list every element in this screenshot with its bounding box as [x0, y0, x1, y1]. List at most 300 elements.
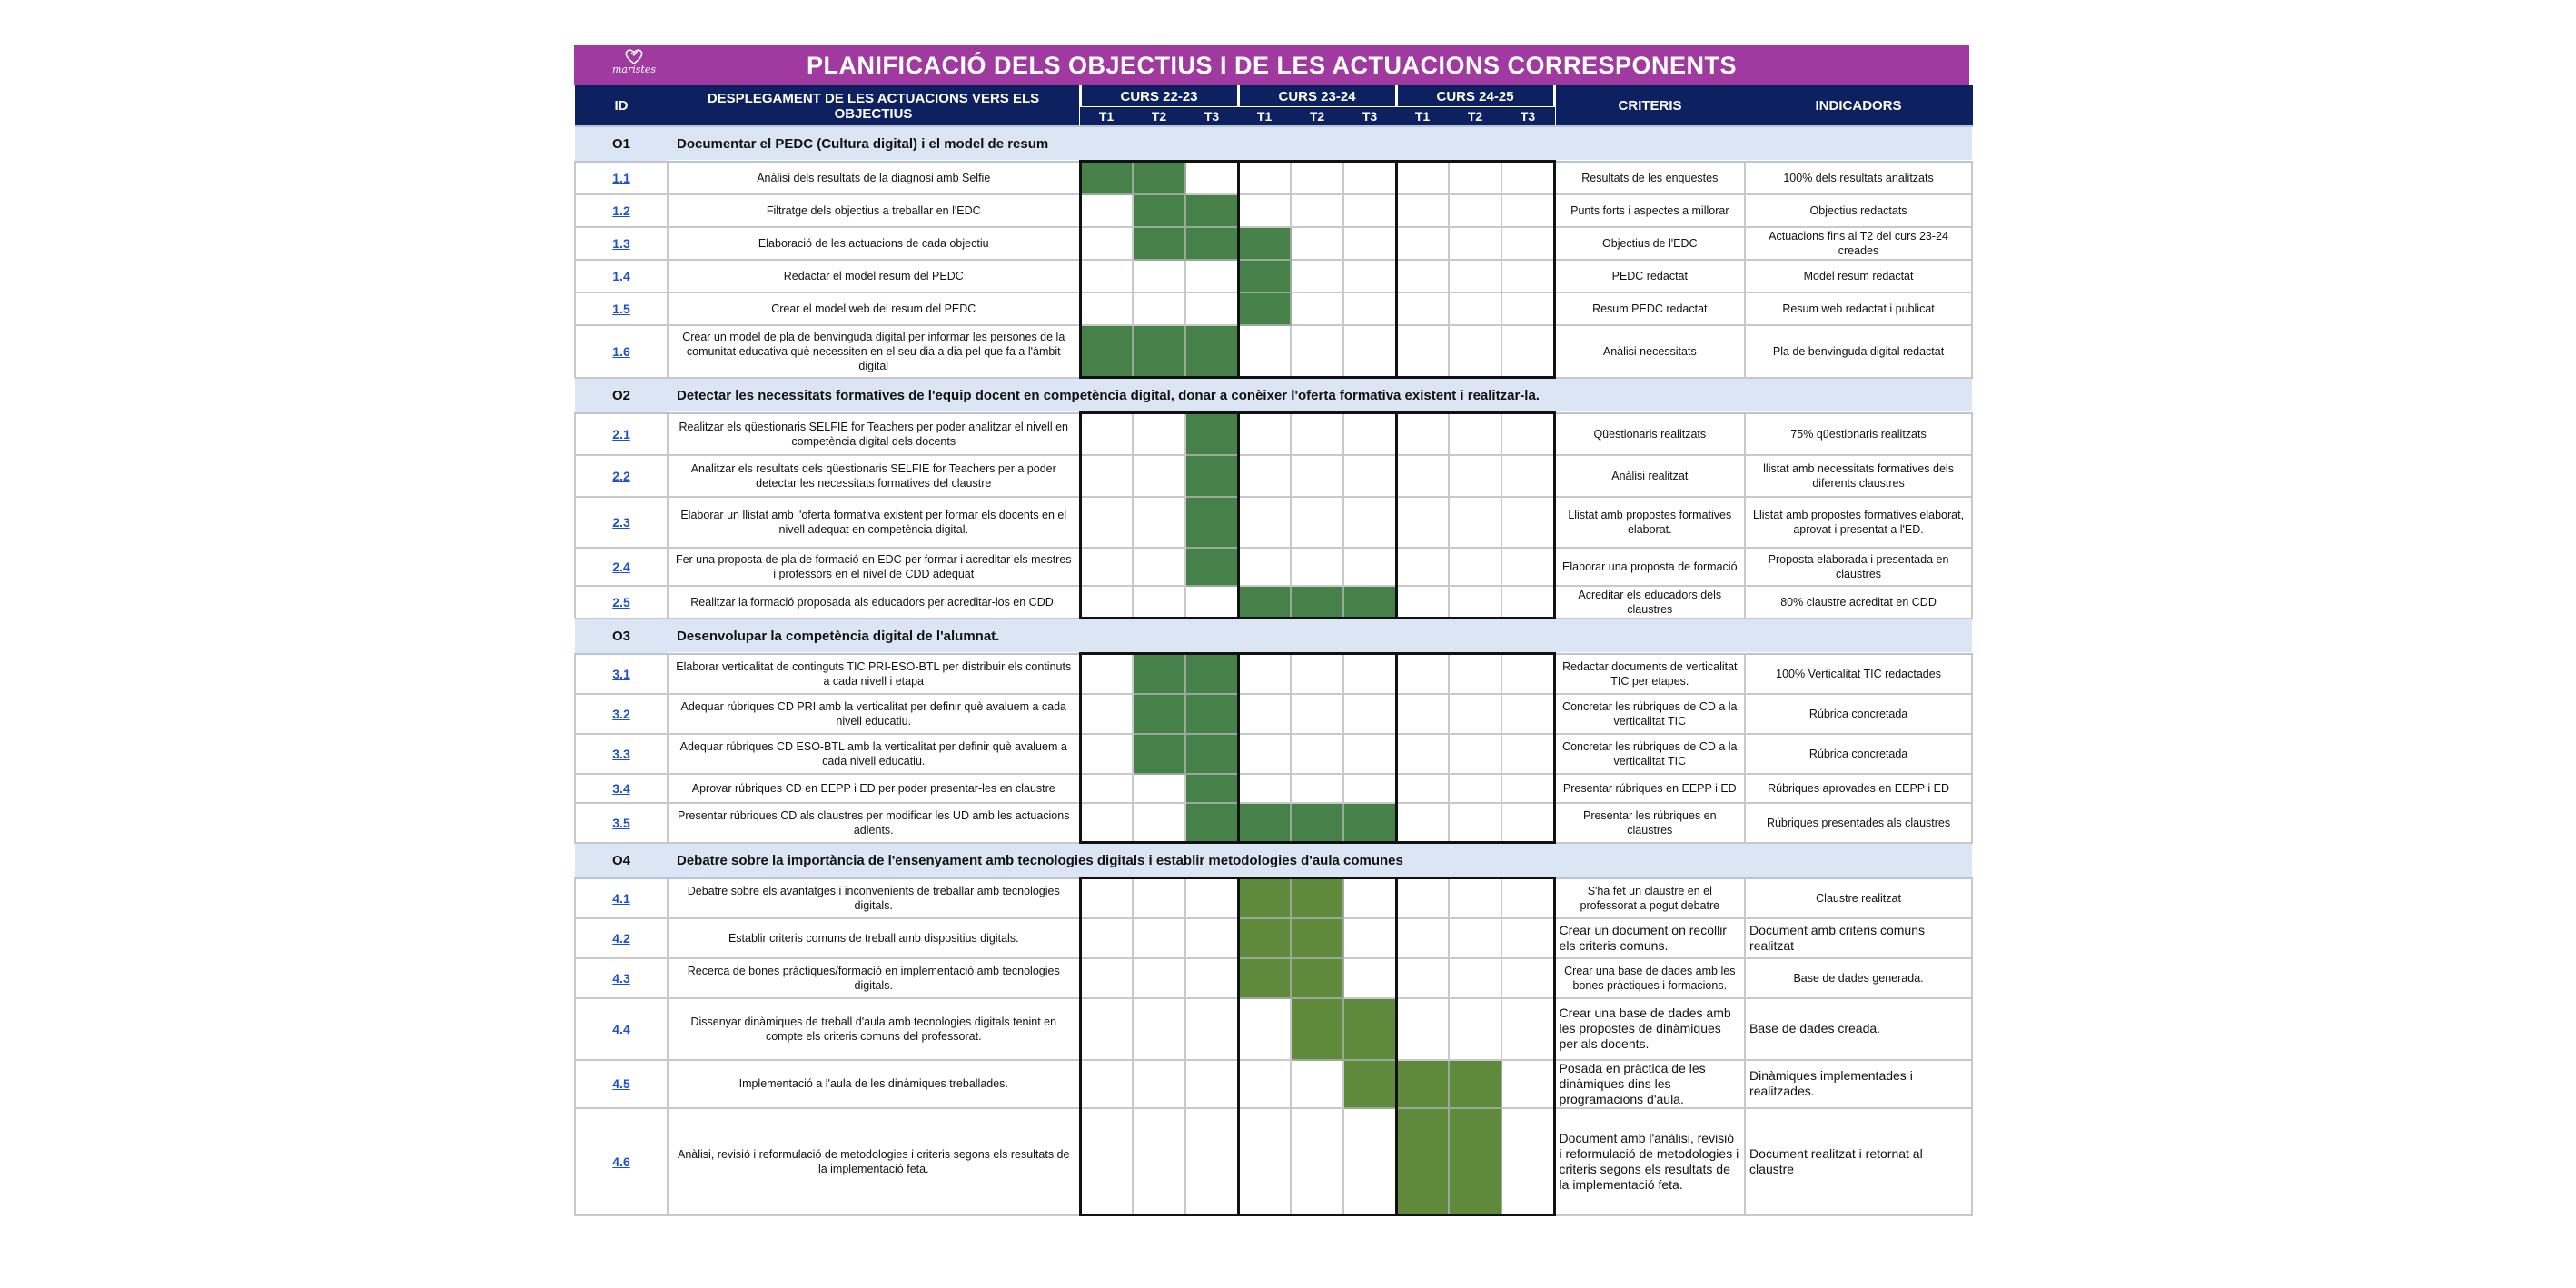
gantt-cell: [1238, 548, 1291, 586]
gantt-cell: [1449, 734, 1501, 774]
gantt-cell: [1396, 162, 1449, 194]
gantt-cell: [1501, 654, 1554, 694]
gantt-cell: [1396, 654, 1449, 694]
gantt-cell: [1449, 586, 1501, 619]
gantt-cell: [1501, 803, 1554, 843]
action-row: [575, 918, 1972, 958]
gantt-cell: [1291, 162, 1343, 194]
gantt-cell: [1238, 694, 1291, 734]
action-indicator: Rúbriques aprovades en EEPP i ED: [1745, 774, 1972, 803]
header-term: T2: [1133, 107, 1185, 127]
gantt-cell: [1080, 162, 1133, 194]
gantt-cell: [1185, 413, 1238, 455]
action-criteria: S'ha fet un claustre en el professorat a pogut debatre: [1554, 878, 1745, 918]
gantt-cell: [1501, 260, 1554, 292]
action-id-cell: [575, 654, 668, 694]
action-row: [575, 774, 1972, 803]
maristes-logo: [607, 47, 661, 84]
gantt-cell: [1185, 260, 1238, 292]
action-row: [575, 292, 1972, 325]
action-id-cell: [575, 227, 668, 260]
header-term: T3: [1185, 107, 1238, 127]
gantt-cell: [1080, 455, 1133, 497]
gantt-cell: [1185, 1060, 1238, 1108]
action-row: [575, 260, 1972, 292]
gantt-cell: [1501, 325, 1554, 378]
gantt-cell: [1396, 803, 1449, 843]
gantt-cell: [1343, 162, 1396, 194]
action-id-cell: [575, 734, 668, 774]
gantt-cell: [1396, 1060, 1449, 1108]
gantt-cell: [1291, 325, 1343, 378]
gantt-cell: [1396, 1108, 1449, 1215]
objective-title: Desenvolupar la competència digital de l'alumnat.: [668, 619, 1972, 654]
gantt-cell: [1449, 998, 1501, 1060]
action-description: Redactar el model resum del PEDC: [668, 260, 1080, 292]
action-indicator: Dinàmiques implementades i realitzades.: [1745, 1060, 1972, 1108]
action-criteria: Llistat amb propostes formatives elaborat.: [1554, 497, 1745, 548]
gantt-cell: [1133, 455, 1185, 497]
gantt-cell: [1238, 1060, 1291, 1108]
action-description: Anàlisi dels resultats de la diagnosi amb Selfie: [668, 162, 1080, 194]
action-description: Elaborar verticalitat de continguts TIC PRI-ESO-BTL per distribuir els continuts a cada nivell i etapa: [668, 654, 1080, 694]
planning-sheet: [574, 45, 1969, 1216]
page-title: PLANIFICACIÓ DELS OBJECTIUS I DE LES ACTUACIONS CORRESPONENTS: [806, 51, 1738, 79]
gantt-cell: [1185, 774, 1238, 803]
action-description: Adequar rúbriques CD PRI amb la verticalitat per definir què avaluem a cada nivell educatiu.: [668, 694, 1080, 734]
action-criteria: Qüestionaris realitzats: [1554, 413, 1745, 455]
action-row: [575, 694, 1972, 734]
gantt-cell: [1501, 455, 1554, 497]
gantt-cell: [1080, 292, 1133, 325]
action-id-cell: [575, 413, 668, 455]
action-id-link[interactable]: 4.6: [612, 1154, 630, 1169]
gantt-cell: [1185, 803, 1238, 843]
gantt-cell: [1185, 497, 1238, 548]
gantt-cell: [1133, 413, 1185, 455]
action-id-link[interactable]: 4.2: [612, 930, 630, 946]
logo-wordmark: maristes: [612, 64, 656, 75]
action-indicator: Rúbrica concretada: [1745, 734, 1972, 774]
action-indicator: 75% qüestionaris realitzats: [1745, 413, 1972, 455]
header-course-22-23: CURS 22-23: [1080, 86, 1238, 107]
action-criteria: Anàlisi realitzat: [1554, 455, 1745, 497]
action-id-link[interactable]: 2.1: [612, 426, 630, 441]
gantt-cell: [1291, 413, 1343, 455]
gantt-cell: [1080, 998, 1133, 1060]
action-criteria: Crear una base de dades amb les propostes de dinàmiques per als docents.: [1554, 998, 1745, 1060]
action-criteria: Posada en pràctica de les dinàmiques dins les programacions d'aula.: [1554, 1060, 1745, 1108]
action-id-cell: [575, 194, 668, 227]
gantt-cell: [1343, 998, 1396, 1060]
action-description: Debatre sobre els avantatges i inconvenients de treballar amb tecnologies digitals.: [668, 878, 1080, 918]
gantt-cell: [1449, 958, 1501, 998]
gantt-cell: [1449, 227, 1501, 260]
action-id-link[interactable]: 1.6: [612, 343, 630, 359]
action-description: Aprovar rúbriques CD en EEPP i ED per poder presentar-les en claustre: [668, 774, 1080, 803]
objective-row: [575, 126, 1972, 162]
action-id-link[interactable]: 1.5: [612, 301, 630, 316]
gantt-cell: [1396, 958, 1449, 998]
action-criteria: Acreditar els educadors dels claustres: [1554, 586, 1745, 619]
action-indicator: llistat amb necessitats formatives dels diferents claustres: [1745, 455, 1972, 497]
gantt-cell: [1291, 774, 1343, 803]
objective-title: Debatre sobre la importància de l'ensenyament amb tecnologies digitals i establir metodologies d'aula comunes: [668, 843, 1972, 878]
gantt-cell: [1291, 694, 1343, 734]
action-indicator: Actuacions fins al T2 del curs 23-24 creades: [1745, 227, 1972, 260]
gantt-cell: [1238, 292, 1291, 325]
gantt-cell: [1343, 694, 1396, 734]
gantt-cell: [1133, 918, 1185, 958]
action-id-cell: [575, 548, 668, 586]
action-id-link[interactable]: 4.3: [612, 970, 630, 986]
gantt-cell: [1396, 586, 1449, 619]
gantt-cell: [1080, 413, 1133, 455]
action-row: [575, 455, 1972, 497]
gantt-cell: [1501, 162, 1554, 194]
action-id-link[interactable]: 2.2: [612, 468, 630, 483]
gantt-cell: [1343, 918, 1396, 958]
gantt-cell: [1396, 325, 1449, 378]
action-id-link[interactable]: 2.3: [612, 514, 630, 530]
action-id-cell: [575, 292, 668, 325]
gantt-cell: [1449, 803, 1501, 843]
gantt-cell: [1133, 260, 1185, 292]
action-indicator: Pla de benvinguda digital redactat: [1745, 325, 1972, 378]
gantt-cell: [1133, 162, 1185, 194]
gantt-cell: [1080, 548, 1133, 586]
gantt-cell: [1501, 227, 1554, 260]
gantt-cell: [1133, 1060, 1185, 1108]
gantt-cell: [1343, 958, 1396, 998]
gantt-cell: [1133, 654, 1185, 694]
action-id-cell: [575, 1060, 668, 1108]
header-term: T2: [1291, 107, 1343, 127]
header-course-24-25: CURS 24-25: [1396, 86, 1554, 107]
gantt-cell: [1133, 878, 1185, 918]
action-indicator: Model resum redactat: [1745, 260, 1972, 292]
gantt-cell: [1185, 227, 1238, 260]
gantt-cell: [1238, 325, 1291, 378]
action-description: Fer una proposta de pla de formació en EDC per formar i acreditar els mestres i professors en el nivel de CDD adequat: [668, 548, 1080, 586]
gantt-cell: [1291, 1108, 1343, 1215]
action-criteria: Elaborar una proposta de formació: [1554, 548, 1745, 586]
gantt-cell: [1133, 694, 1185, 734]
action-row: [575, 998, 1972, 1060]
action-criteria: Redactar documents de verticalitat TIC per etapes.: [1554, 654, 1745, 694]
action-description: Establir criteris comuns de treball amb dispositius digitals.: [668, 918, 1080, 958]
action-id-cell: [575, 497, 668, 548]
planning-table: [574, 85, 1973, 1216]
action-criteria: Presentar les rúbriques en claustres: [1554, 803, 1745, 843]
gantt-cell: [1449, 774, 1501, 803]
gantt-cell: [1291, 734, 1343, 774]
action-id-cell: [575, 918, 668, 958]
gantt-cell: [1185, 918, 1238, 958]
gantt-cell: [1080, 194, 1133, 227]
action-indicator: Document realitzat i retornat al claustre: [1745, 1108, 1972, 1215]
action-id-cell: [575, 1108, 668, 1215]
action-indicator: Resum web redactat i publicat: [1745, 292, 1972, 325]
action-criteria: Concretar les rúbriques de CD a la verticalitat TIC: [1554, 694, 1745, 734]
action-row: [575, 734, 1972, 774]
objective-title: Documentar el PEDC (Cultura digital) i el model de resum: [668, 126, 1972, 162]
gantt-cell: [1291, 958, 1343, 998]
action-description: Implementació a l'aula de les dinàmiques treballades.: [668, 1060, 1080, 1108]
gantt-cell: [1185, 998, 1238, 1060]
gantt-cell: [1133, 194, 1185, 227]
gantt-cell: [1291, 227, 1343, 260]
gantt-cell: [1080, 1108, 1133, 1215]
gantt-cell: [1396, 694, 1449, 734]
gantt-cell: [1133, 774, 1185, 803]
gantt-cell: [1133, 803, 1185, 843]
action-description: Crear el model web del resum del PEDC: [668, 292, 1080, 325]
gantt-cell: [1396, 878, 1449, 918]
header-criteris: CRITERIS: [1554, 86, 1745, 127]
gantt-cell: [1133, 497, 1185, 548]
action-indicator: Rúbriques presentades als claustres: [1745, 803, 1972, 843]
gantt-cell: [1080, 958, 1133, 998]
gantt-cell: [1238, 918, 1291, 958]
gantt-cell: [1238, 998, 1291, 1060]
action-indicator: Claustre realitzat: [1745, 878, 1972, 918]
objective-row: [575, 378, 1972, 413]
gantt-cell: [1396, 292, 1449, 325]
action-id-link[interactable]: 3.4: [612, 780, 630, 796]
gantt-cell: [1238, 654, 1291, 694]
action-id-cell: [575, 162, 668, 194]
title-banner: [574, 45, 1969, 85]
action-id-cell: [575, 586, 668, 619]
action-row: [575, 227, 1972, 260]
gantt-cell: [1343, 194, 1396, 227]
gantt-cell: [1238, 878, 1291, 918]
gantt-cell: [1501, 998, 1554, 1060]
action-description: Dissenyar dinàmiques de treball d'aula amb tecnologies digitals tenint en compte els criteris comuns del professorat.: [668, 998, 1080, 1060]
gantt-cell: [1238, 455, 1291, 497]
gantt-cell: [1343, 1060, 1396, 1108]
gantt-cell: [1501, 413, 1554, 455]
action-row: [575, 803, 1972, 843]
gantt-cell: [1291, 803, 1343, 843]
action-id-link[interactable]: 3.3: [612, 746, 630, 761]
gantt-cell: [1396, 413, 1449, 455]
action-id-cell: [575, 694, 668, 734]
objective-id: O2: [575, 378, 668, 413]
gantt-cell: [1080, 260, 1133, 292]
header-term: T1: [1080, 107, 1133, 127]
action-indicator: 100% Verticalitat TIC redactades: [1745, 654, 1972, 694]
gantt-cell: [1449, 654, 1501, 694]
action-description: Presentar rúbriques CD als claustres per modificar les UD amb les actuacions adients.: [668, 803, 1080, 843]
action-description: Adequar rúbriques CD ESO-BTL amb la verticalitat per definir què avaluem a cada nivell educatiu.: [668, 734, 1080, 774]
gantt-cell: [1396, 455, 1449, 497]
gantt-cell: [1449, 194, 1501, 227]
gantt-cell: [1185, 325, 1238, 378]
gantt-cell: [1133, 958, 1185, 998]
action-id-link[interactable]: 1.3: [612, 235, 630, 251]
gantt-cell: [1238, 413, 1291, 455]
action-description: Elaborar un llistat amb l'oferta formativa existent per formar els docents en el nivell adequat en competència digital.: [668, 497, 1080, 548]
gantt-cell: [1343, 1108, 1396, 1215]
gantt-cell: [1396, 774, 1449, 803]
gantt-cell: [1343, 586, 1396, 619]
gantt-cell: [1080, 497, 1133, 548]
gantt-cell: [1396, 548, 1449, 586]
action-id-link[interactable]: 4.1: [612, 890, 630, 906]
header-indicadors: INDICADORS: [1745, 86, 1972, 127]
gantt-cell: [1185, 194, 1238, 227]
gantt-cell: [1238, 194, 1291, 227]
gantt-cell: [1343, 260, 1396, 292]
action-row: [575, 413, 1972, 455]
gantt-cell: [1185, 292, 1238, 325]
gantt-cell: [1238, 734, 1291, 774]
gantt-cell: [1501, 918, 1554, 958]
gantt-cell: [1291, 586, 1343, 619]
action-id-link[interactable]: 4.4: [612, 1021, 630, 1036]
action-id-link[interactable]: 1.4: [612, 268, 630, 283]
gantt-cell: [1080, 878, 1133, 918]
objective-row: [575, 843, 1972, 878]
gantt-cell: [1501, 774, 1554, 803]
action-indicator: 100% dels resultats analitzats: [1745, 162, 1972, 194]
gantt-cell: [1080, 586, 1133, 619]
gantt-cell: [1185, 1108, 1238, 1215]
header-term: T3: [1501, 107, 1554, 127]
action-criteria: Objectius de l'EDC: [1554, 227, 1745, 260]
action-row: [575, 194, 1972, 227]
action-indicator: Proposta elaborada i presentada en claustres: [1745, 548, 1972, 586]
action-description: Realitzar els qüestionaris SELFIE for Teachers per poder analitzar el nivell en competència digital dels docents: [668, 413, 1080, 455]
gantt-cell: [1133, 325, 1185, 378]
gantt-cell: [1238, 958, 1291, 998]
action-row: [575, 162, 1972, 194]
action-description: Realitzar la formació proposada als educadors per acreditar-los en CDD.: [668, 586, 1080, 619]
action-id-link[interactable]: 3.5: [612, 815, 630, 830]
action-row: [575, 958, 1972, 998]
action-id-link[interactable]: 4.5: [612, 1076, 630, 1091]
gantt-cell: [1396, 734, 1449, 774]
gantt-cell: [1133, 1108, 1185, 1215]
gantt-cell: [1501, 734, 1554, 774]
gantt-cell: [1449, 918, 1501, 958]
gantt-cell: [1343, 548, 1396, 586]
gantt-cell: [1080, 774, 1133, 803]
gantt-cell: [1343, 654, 1396, 694]
gantt-cell: [1080, 227, 1133, 260]
gantt-cell: [1133, 292, 1185, 325]
action-indicator: Document amb criteris comuns realitzat: [1745, 918, 1972, 958]
gantt-cell: [1291, 998, 1343, 1060]
action-id-link[interactable]: 2.4: [612, 559, 630, 574]
gantt-cell: [1343, 878, 1396, 918]
gantt-cell: [1396, 918, 1449, 958]
gantt-cell: [1396, 497, 1449, 548]
gantt-cell: [1185, 878, 1238, 918]
action-id-link[interactable]: 1.2: [612, 203, 630, 218]
gantt-cell: [1238, 1108, 1291, 1215]
action-indicator: Base de dades creada.: [1745, 998, 1972, 1060]
gantt-cell: [1501, 694, 1554, 734]
gantt-cell: [1185, 654, 1238, 694]
action-row: [575, 548, 1972, 586]
action-row: [575, 654, 1972, 694]
action-row: [575, 878, 1972, 918]
planning-body: [575, 126, 1972, 1215]
action-id-link[interactable]: 3.2: [612, 706, 630, 721]
gantt-cell: [1501, 586, 1554, 619]
action-description: Analitzar els resultats dels qüestionaris SELFIE for Teachers per a poder detectar les necessitats formatives del claustre: [668, 455, 1080, 497]
gantt-cell: [1238, 586, 1291, 619]
action-criteria: Punts forts i aspectes a millorar: [1554, 194, 1745, 227]
gantt-cell: [1449, 413, 1501, 455]
action-id-link[interactable]: 1.1: [612, 170, 630, 185]
gantt-cell: [1449, 878, 1501, 918]
gantt-cell: [1449, 1108, 1501, 1215]
gantt-cell: [1501, 958, 1554, 998]
gantt-cell: [1501, 878, 1554, 918]
action-id-link[interactable]: 3.1: [612, 666, 630, 681]
gantt-cell: [1501, 548, 1554, 586]
gantt-cell: [1291, 292, 1343, 325]
gantt-cell: [1501, 292, 1554, 325]
action-id-link[interactable]: 2.5: [612, 594, 630, 609]
header-id: ID: [575, 86, 668, 127]
gantt-cell: [1291, 1060, 1343, 1108]
gantt-cell: [1449, 162, 1501, 194]
gantt-cell: [1238, 260, 1291, 292]
gantt-cell: [1185, 694, 1238, 734]
gantt-cell: [1449, 497, 1501, 548]
gantt-cell: [1185, 586, 1238, 619]
gantt-cell: [1396, 194, 1449, 227]
action-id-cell: [575, 325, 668, 378]
action-description: Filtratge dels objectius a treballar en l'EDC: [668, 194, 1080, 227]
gantt-cell: [1449, 325, 1501, 378]
gantt-cell: [1238, 774, 1291, 803]
gantt-cell: [1343, 734, 1396, 774]
gantt-cell: [1080, 803, 1133, 843]
objective-title: Detectar les necessitats formatives de l'equip docent en competència digital, donar a conèixer l'oferta formativa existent i realitzar-la.: [668, 378, 1972, 413]
gantt-cell: [1449, 260, 1501, 292]
gantt-cell: [1291, 878, 1343, 918]
gantt-cell: [1133, 227, 1185, 260]
gantt-cell: [1396, 260, 1449, 292]
gantt-cell: [1343, 325, 1396, 378]
action-row: [575, 586, 1972, 619]
objective-id: O3: [575, 619, 668, 654]
action-id-cell: [575, 998, 668, 1060]
gantt-cell: [1396, 998, 1449, 1060]
gantt-cell: [1449, 694, 1501, 734]
gantt-cell: [1343, 774, 1396, 803]
action-id-cell: [575, 958, 668, 998]
gantt-cell: [1133, 548, 1185, 586]
gantt-cell: [1133, 586, 1185, 619]
action-description: Elaboració de les actuacions de cada objectiu: [668, 227, 1080, 260]
header-term: T2: [1449, 107, 1501, 127]
action-criteria: Document amb l'anàlisi, revisió i reformulació de metodologies i criteris segons els resultats de la implementació feta.: [1554, 1108, 1745, 1215]
gantt-cell: [1291, 260, 1343, 292]
action-criteria: Crear una base de dades amb les bones pràctiques i formacions.: [1554, 958, 1745, 998]
action-description: Crear un model de pla de benvinguda digital per informar les persones de la comunitat educativa què necessiten en el seu dia a dia pel que fa a l'àmbit digital: [668, 325, 1080, 378]
action-criteria: Resum PEDC redactat: [1554, 292, 1745, 325]
action-criteria: Resultats de les enquestes: [1554, 162, 1745, 194]
gantt-cell: [1449, 1060, 1501, 1108]
gantt-cell: [1343, 227, 1396, 260]
